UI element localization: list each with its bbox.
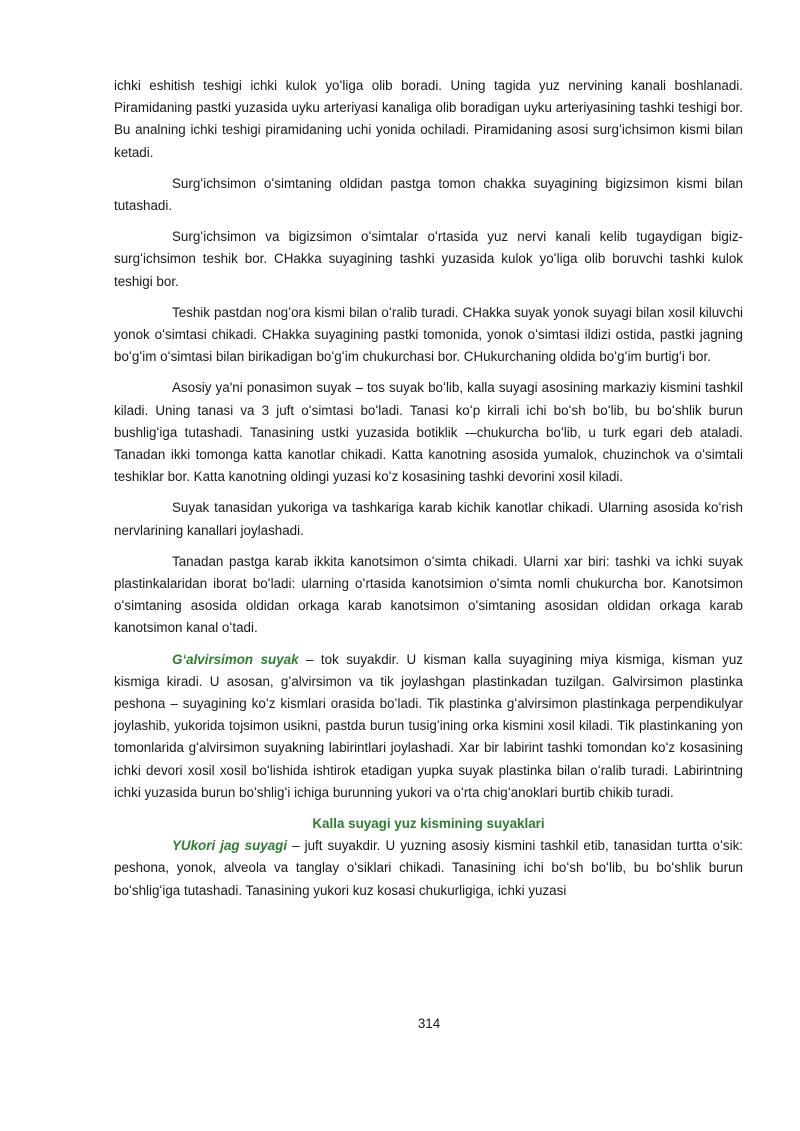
paragraph-ethmoid-bone <box>114 649 743 804</box>
paragraph-ethmoid-text: – tok suyakdir. U kisman kalla suyagining miya kismiga, kisman yuz kismiga kiradi. U asosan, gʻalvirsimon va tik joylashgan plastinkadan tuzilgan. Galvirsimon plastinka peshona – suyagining koʻz kismlari orasida boʻladi. Tik plastinka gʻalvirsimon plastinkaga perpendikulyar joylashib, yukorida tojsimon usikni, pastda burun tusigʻining orka kismini xosil kiladi. Tik plastinkaning yon tomonlarida gʻalvirsimon suyakning labirintlari joylashadi. Xar bir labirint tashki tomondan koʻz kosasining ichki devori xosil xosil boʻlishida ishtirok etadigan yupka suyak plastinka bilan oʻralib turadi. Labirintning ichki yuzasida burun boʻshligʻi ichiga burunning yukori va oʻrta chigʻanoklari burtib chikib turadi. <box>114 651 743 800</box>
paragraph-2: Surgʻichsimon oʻsimtaning oldidan pastga tomon chakka suyagining bigizsimon kismi bilan tutashadi. <box>114 175 743 214</box>
paragraph-maxilla-text: – juft suyakdir. U yuzning asosiy kismini tashkil etib, tanasidan turtta oʻsik: peshona, yonok, alveola va tanglay oʻsiklari chikadi. Tanasining ichi boʻsh boʻlib, bu boʻshlik burun boʻshligʻiga tutashadi. Tanasining yukori kuz kosasi chukurligiga, ichki yuzasi <box>114 838 744 898</box>
section-heading: Kalla suyagi yuz kismining suyaklari <box>312 816 545 832</box>
paragraph-3: Surgʻichsimon va bigizsimon oʻsimtalar oʻrtasida yuz nervi kanali kelib tugaydigan bigiz-surgʻichsimon teshik bor. CHakka suyagining tashki yuzasida kulok yoʻliga olib boruvchi tashki kulok teshigi bor. <box>114 229 743 289</box>
term-ethmoid-bone: Gʻalvirsimon suyak <box>172 651 299 667</box>
term-maxilla: YUkori jag suyagi <box>172 838 288 854</box>
page-number: 314 <box>417 1016 441 1031</box>
paragraph-1: ichki eshitish teshigi ichki kulok yoʻliga olib boradi. Uning tagida yuz nervining kanali boshlanadi. Piramidaning pastki yuzasida uyku arteriyasi kanaliga olib boradigan uyku arteriyasining tashki teshigi bor. Bu analning ichki teshigi piramidaning uchi yonida ochiladi. Piramidaning asosi surgʻichsimon kismi bilan ketadi. <box>114 78 743 160</box>
paragraph-6: Suyak tanasidan yukoriga va tashkariga karab kichik kanotlar chikadi. Ularning asosida koʻrish nervlarining kanallari joylashadi. <box>114 500 743 538</box>
paragraph-7: Tanadan pastga karab ikkita kanotsimon oʻsimta chikadi. Ularni xar biri: tashki va ichki suyak plastinkalaridan iborat boʻladi: ularning oʻrtasida kanotsimion oʻsimta nomli chukurcha bor. Kanotsimon oʻsimtaning asosida oldidan orkaga karab kanotsimon oʻsimtaning asosidan oldidan orkaga karab kanotsimon kanal oʻtadi. <box>114 553 743 636</box>
paragraph-4: Teshik pastdan nogʻora kismi bilan oʻralib turadi. CHakka suyak yonok suyagi bilan xosil kiluvchi yonok oʻsimtasi chikadi. CHakka suyagining pastki tomonida, yonok oʻsimtasi ildizi ostida, pastki jagning boʻgʻim oʻsimtasi bilan birikadigan boʻgʻim chukurchasi bor. CHukurchaning oldida boʻgʻim burtigʻi bor. <box>114 304 743 365</box>
paragraph-maxilla <box>114 835 743 902</box>
paragraph-5: Asosiy ya'ni ponasimon suyak – tos suyak boʻlib, kalla suyagi asosining markaziy kismini tashkil kiladi. Uning tanasi va 3 juft oʻsimtasi boʻladi. Tanasi koʻp kirrali ichi boʻsh boʻlib, bu boʻshlik burun bushligʻiga tutashadi. Tanasining ustki yuzasida botiklik -–chukurcha boʻlib, u turk egari deb ataladi. Tanadan ikki tomonga katta kanotlar chikadi. Katta kanotning asosida yumalok, chuzinchok va oʻsimtali teshiklar bor. Katta kanotning oldingi yuzasi koʻz kosasining tashki devorini xosil kiladi. <box>114 380 743 485</box>
